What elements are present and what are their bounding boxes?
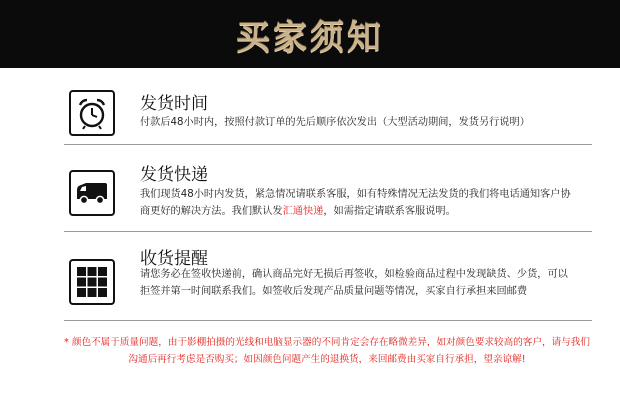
section-title: 收货提醒: [140, 249, 208, 269]
section-text-part: ，如需指定请联系客服说明。: [323, 206, 456, 217]
header-banner: [0, 0, 620, 68]
section-text: [140, 186, 580, 220]
courier-highlight: 汇通快递: [282, 206, 324, 217]
alarm-clock-icon: [69, 90, 115, 136]
page-title: 买家须知: [236, 17, 384, 58]
divider: [64, 320, 592, 321]
divider: [64, 144, 592, 145]
section-title: 发货快递: [140, 165, 208, 185]
section-title: 发货时间: [140, 94, 208, 114]
divider: [64, 231, 592, 232]
color-disclaimer-note: * 颜色不属于质量问题，由于影棚拍摄的光线和电脑显示器的不同肯定会存在略微差异，如对颜色要求较高的客户，请与我们沟通后再行考虑是否购买；如因颜色问题产生的退换货，来回邮费由买家自行承担，望亲谅解!: [64, 337, 590, 365]
delivery-van-icon: [69, 170, 115, 216]
grid-icon: [69, 259, 115, 305]
section-text: 付款后48小时内，按照付款订单的先后顺序依次发出（大型活动期间，发货另行说明）: [140, 117, 530, 128]
section-text-part: 我们现货48小时内发货，紧急情况请联系客服，如有特殊情况无法发货的我们将电话通知客户协商更好的解决方法。我们默认发: [140, 189, 571, 217]
section-text: 请您务必在签收快递前，确认商品完好无损后再签收，如检验商品过程中发现缺货、少货，可以拒签并第一时间联系我们。如签收后发现产品质量问题等情况，买家自行承担来回邮费: [140, 269, 568, 297]
